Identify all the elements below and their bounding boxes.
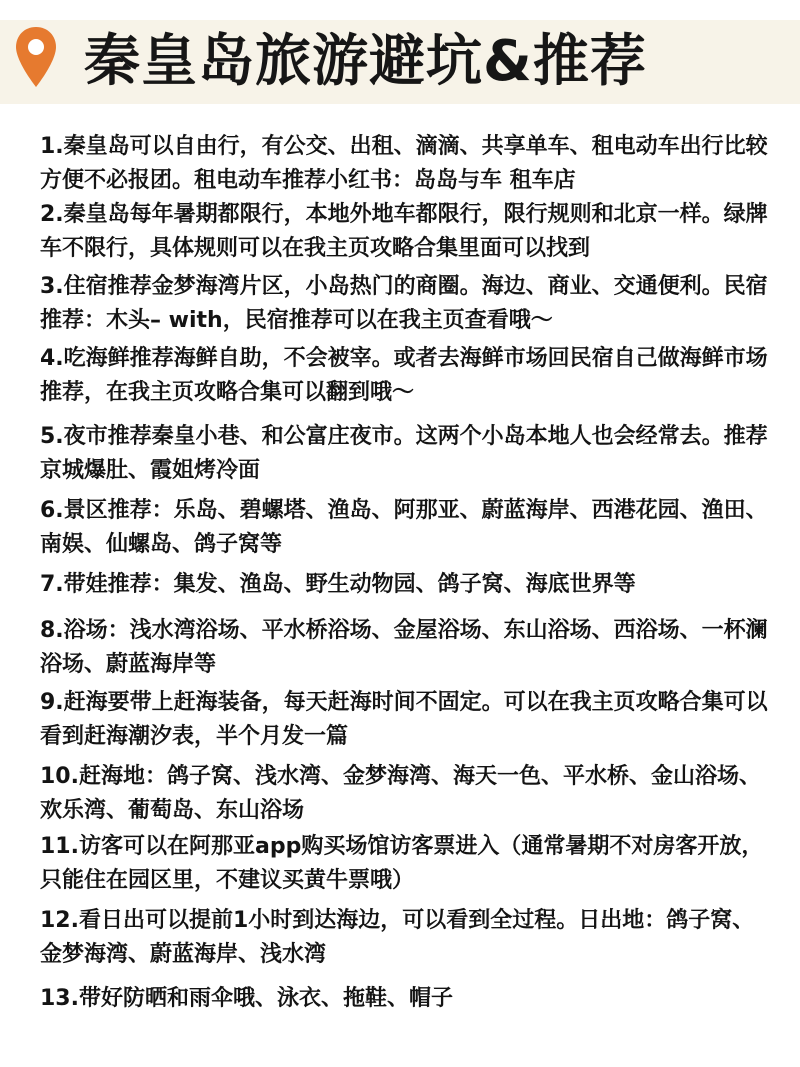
item-text: 浴场：浅水湾浴场、平水桥浴场、金屋浴场、东山浴场、西浴场、一杯澜浴场、蔚蓝海岸等 <box>40 618 768 677</box>
item-number: 6. <box>40 498 64 523</box>
page-title: 秦皇岛旅游避坑&推荐 <box>84 29 647 94</box>
item-text: 住宿推荐金梦海湾片区，小岛热门的商圈。海边、商业、交通便利。民宿推荐：木头– with，民宿推荐可以在我主页查看哦～ <box>40 274 768 333</box>
list-item <box>40 982 776 1016</box>
list-item <box>40 130 776 198</box>
list-item <box>40 686 776 754</box>
list-item <box>40 904 776 972</box>
list-item <box>40 614 776 682</box>
item-text: 访客可以在阿那亚app购买场馆访客票进入（通常暑期不对房客开放，只能住在园区里，不建议买黄牛票哦） <box>40 834 764 893</box>
item-text: 吃海鲜推荐海鲜自助，不会被宰。或者去海鲜市场回民宿自己做海鲜市场推荐，在我主页攻略合集可以翻到哦～ <box>40 346 768 405</box>
item-number: 1. <box>40 134 64 159</box>
item-number: 2. <box>40 202 64 227</box>
list-item <box>40 494 776 562</box>
item-number: 9. <box>40 690 64 715</box>
list-item <box>40 270 776 338</box>
item-number: 13. <box>40 986 79 1011</box>
item-text: 带好防晒和雨伞哦、泳衣、拖鞋、帽子 <box>78 986 453 1011</box>
list-item <box>40 760 776 828</box>
item-number: 7. <box>40 572 64 597</box>
item-number: 3. <box>40 274 64 299</box>
item-number: 8. <box>40 618 64 643</box>
item-text: 夜市推荐秦皇小巷、和公富庄夜市。这两个小岛本地人也会经常去。推荐京城爆肚、霞姐烤冷面 <box>40 424 768 483</box>
item-number: 4. <box>40 346 64 371</box>
item-text: 景区推荐：乐岛、碧螺塔、渔岛、阿那亚、蔚蓝海岸、西港花园、渔田、南娱、仙螺岛、鸽子窝等 <box>40 498 768 557</box>
item-number: 12. <box>40 908 79 933</box>
item-number: 11. <box>40 834 79 859</box>
item-text: 带娃推荐：集发、渔岛、野生动物园、鸽子窝、海底世界等 <box>63 572 636 597</box>
item-text: 秦皇岛每年暑期都限行，本地外地车都限行，限行规则和北京一样。绿牌车不限行，具体规则可以在我主页攻略合集里面可以找到 <box>40 202 768 261</box>
item-text: 看日出可以提前1小时到达海边，可以看到全过程。日出地：鸽子窝、金梦海湾、蔚蓝海岸、浅水湾 <box>40 908 755 967</box>
list-item <box>40 568 776 602</box>
list-item <box>40 198 776 266</box>
item-number: 5. <box>40 424 64 449</box>
list-item <box>40 420 776 488</box>
list-item <box>40 830 776 898</box>
list-item <box>40 342 776 410</box>
item-text: 赶海地：鸽子窝、浅水湾、金梦海湾、海天一色、平水桥、金山浴场、欢乐湾、葡萄岛、东山浴场 <box>40 764 761 823</box>
item-text: 秦皇岛可以自由行，有公交、出租、滴滴、共享单车、租电动车出行比较方便不必报团。租电动车推荐小红书：岛岛与车 租车店 <box>40 134 768 193</box>
item-text: 赶海要带上赶海装备，每天赶海时间不固定。可以在我主页攻略合集可以看到赶海潮汐表，半个月发一篇 <box>40 690 768 749</box>
item-number: 10. <box>40 764 79 789</box>
